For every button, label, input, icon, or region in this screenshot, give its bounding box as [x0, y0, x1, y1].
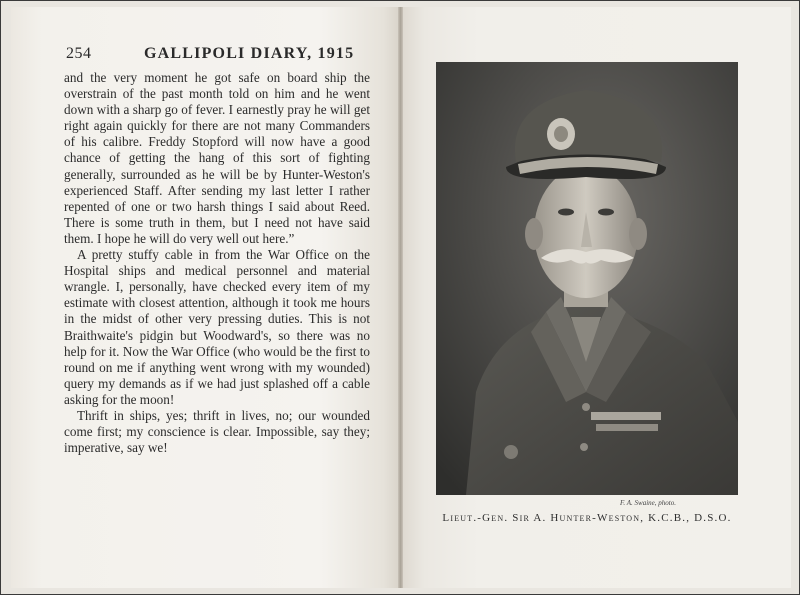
photo-credit: F. A. Swaine, photo. — [620, 499, 676, 507]
running-head — [66, 45, 376, 65]
page-number: 254 — [66, 45, 92, 62]
portrait-photo — [436, 62, 738, 495]
book-gutter — [398, 7, 403, 588]
running-title: GALLIPOLI DIARY, 1915 — [144, 45, 355, 62]
paragraph-1: and the very moment he got safe on board ship the overstrain of the past month told on him and he went down with a sharp go of fever. I earnestly pray he will get right again quickly for there are not many Commanders of his calibre. Freddy Stopford will now have a good chance of getting the hang of this sort of fighting generally, surrounded as he will be by Hunter-Weston's experienced Staff. After sending my last letter I rather repented of one or two harsh things I said about Reed. There is some truth in them, but I need not have said them. I hope he will do very well out here.” — [64, 70, 370, 246]
paragraph-3: Thrift in ships, yes; thrift in lives, no; our wounded come first; my conscience is clear. Impossible, say they; imperative, say we! — [64, 407, 370, 456]
body-text — [64, 70, 370, 456]
paragraph-2: A pretty stuffy cable in from the War Office on the Hospital ships and medical personnel and material wrangle. I, personally, have checked every item of my estimate with closest attention, although it took me hours in the midst of other very pressing duties. This is not Braithwaite's pidgin but Woodward's, so there was no help for it. Now the War Office (who would be the first to round on me if anything went wrong with my wounded) query my demands as if we had just splashed off a cable asking for the moon! — [64, 247, 370, 407]
photo-caption: Lieut.-Gen. Sir A. Hunter-Weston, K.C.B., D.S.O. — [442, 512, 732, 524]
